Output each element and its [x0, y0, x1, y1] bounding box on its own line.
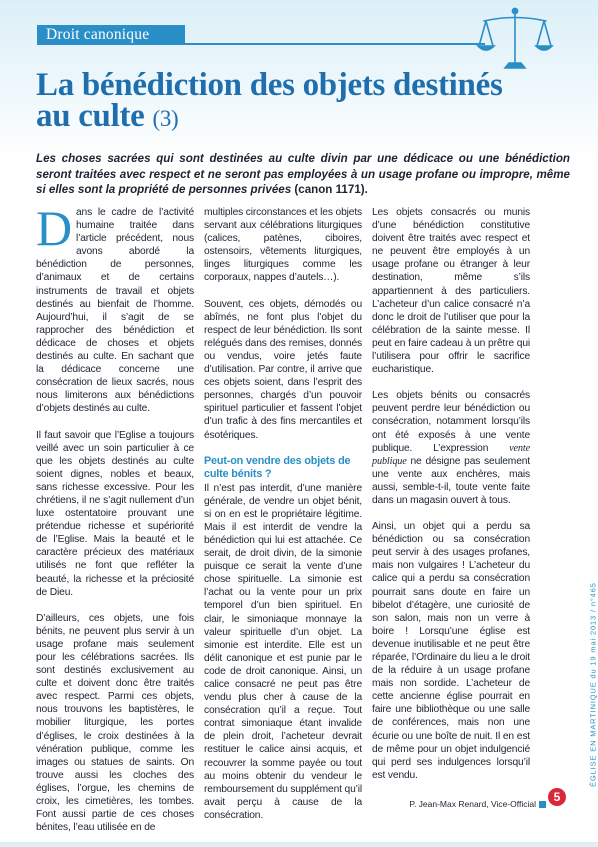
author-signature [372, 799, 546, 809]
rubric-rule [185, 43, 485, 45]
paragraph-text: ne désigne pas seulement une vente aux enchères, mais aussi, semble-t-il, toute vente faite dans un magasin ouvert à tous. [372, 455, 530, 506]
title-main: La bénédiction des objets destinés au culte [36, 67, 503, 134]
paragraph [36, 200, 194, 416]
paragraph: D’ailleurs, ces objets, une fois bénits, ne peuvent plus servir à un usage profane mais seulement pour les célébrations sacrées. Ils sont destinés exclusivement au culte et doivent donc être traités avec respect. Parmi ces objets, nous trouvons les baptistères, le mobilier liturgique, les portes d’églises, le croix destinées à la vénération publique, comme les images ou statues de saints. On trouve aussi les cloches des églises, l’orgue, les chemins de croix, les cimetières, les tombes. Font aussi partie de ces choses bénites, l’eau utilisée en de [36, 612, 194, 834]
article-title [36, 67, 536, 134]
emphasis-text: vente publique [372, 442, 530, 467]
vertical-footer: ÉGLISE EN MARTINIQUE du 19 mai 2013 / n°465 [588, 582, 598, 787]
lead-paragraph [36, 151, 570, 198]
paragraph: Ainsi, un objet qui a perdu sa bénédiction ou sa consécration peut servir à des usages profanes, mais non vulgaires ! L’acheteur du calice qui a perdu sa consécration pourrait sans doute en faire un bibelot d’étagère, une curiosité de son salon, mais non un verre à boire ! Lorsqu’une église est devenue inutilisable et ne peut être réparée, l’Ordinaire du lieu a le droit de la réduire à un usage profane mais non sordide. L’acheteur de cette ancienne église pourrait en faire une bibliothèque ou une salle de conférences, mais non une écurie ou une boîte de nuit. Il en est de même pour un objet indulgencié qui perd ses indulgences lorsqu’il est vendu. [372, 521, 530, 781]
signature-text: P. Jean-Max Renard, Vice-Official [409, 799, 536, 809]
paragraph: Il n’est pas interdit, d’une manière générale, de vendre un objet bénit, si on en est le propriétaire légitime. Mais il est interdit de vendre la bénédiction qui lui est attachée. Ce serait, de droit divin, de la simonie puisque ce serait la vente d’une chose spirituelle. La simonie est l’achat ou la vente pour un prix temporel d’un bien spirituel. En clair, le simoniaque monnaye la valeur spirituelle d’un objet. La simonie est interdite. Elle est un délit canonique et est punie par le code de droit canonique. Ainsi, un calice consacré ne peut pas être vendu plus cher à cause de la consécration qu’il a reçue. Tout contrat simoniaque étant invalide de plein droit, l’acheteur devrait restituer le calice ainsi acquis, et recouvrer la somme payée ou tout au moins obtenir du vendeur le remboursement du supplément qu’il avait perçu à cause de la consécration. [204, 482, 362, 821]
column-3 [372, 206, 530, 795]
paragraph: Les objets consacrés ou munis d’une bénédiction constitutive doivent être traités avec respect et ne peuvent être employés à un usage profane ou étranger à leur destination, même s’ils appartiennent à des particuliers. L’acheteur d’un calice consacré n’a donc le droit de l’utiliser que pour la célébration de la sainte messe. Il peut en faire cadeau à un prêtre qui l’utilisera pour offrir le sacrifice eucharistique. [372, 207, 530, 376]
paragraph: Il faut savoir que l’Eglise a toujours veillé avec un soin particulier à ce que les objets destinés au culte soient dignes, nobles et beaux, sans richesse excessive. Pour les chrétiens, il ne s’agit nullement d’un luxe ostentatoire prouvant une prétendue richesse et supériorité de l’Eglise. Mais la beauté et le caractère précieux des matériaux utilisés ne font que refléter la beauté, la richesse et la préciosité de Dieu. [36, 429, 194, 598]
paragraph [372, 389, 530, 507]
signature-square-icon [539, 801, 546, 808]
rubric-label: Droit canonique [37, 25, 185, 45]
paragraph-text: ans le cadre de l’activité humaine traitée dans l’article précédent, nous avons abordé la bénédiction de personnes, d’animaux et de certains instruments de travail et objets destinés au bienfait de l’homme. Aujourd’hui, il s’agit de se rapprocher des bénédiction et dédicace de choses et objets destinés au culte. En sachant que la dédicace concerne une consécration de lieux sacrés, nous nous limiterons aux bénédictions d’objets destinés au culte. [36, 207, 194, 415]
section-subheading: Peut-on vendre des objets de culte bénits ? [204, 454, 351, 480]
paragraph-text: Les objets bénits ou consacrés peuvent perdre leur bénédiction ou consécration, notamment lorsqu’ils ont été exposés à une vente publique. L’expression [372, 390, 530, 454]
paragraph: Souvent, ces objets, démodés ou abîmés, ne font plus l’objet du respect de leur bénédiction. Ils sont relégués dans des remises, donnés ou vendus, voire jetés faute d’utilisation. Par contre, il arrive que ces objets soient, dans l’esprit des personnes, chargés d’un pouvoir spirituel particulier et fassent l’objet d’un trafic à des fins mercantiles et ésotériques. [204, 298, 362, 441]
scales-of-justice-icon [476, 6, 554, 74]
title-volume: (3) [152, 106, 179, 131]
drop-cap: D [36, 200, 72, 256]
lead-canon: (canon 1171). [294, 183, 368, 196]
page-number-badge: 5 [548, 788, 566, 806]
paragraph: multiples circonstances et les objets servant aux célébrations liturgiques (calices, patènes, ciboires, ostensoirs, vêtements liturgiques, linges liturgiques comme les corporaux, nappes d’autels…). [204, 207, 362, 284]
lead-text: Les choses sacrées qui sont destinées au culte divin par une dédicace ou une bénédiction seront traitées avec respect et ne seront pas employées à un usage profane ou impropre, même si elles sont la propriété de personnes privées [36, 152, 570, 196]
column-1 [36, 200, 194, 847]
column-2 [204, 206, 362, 835]
